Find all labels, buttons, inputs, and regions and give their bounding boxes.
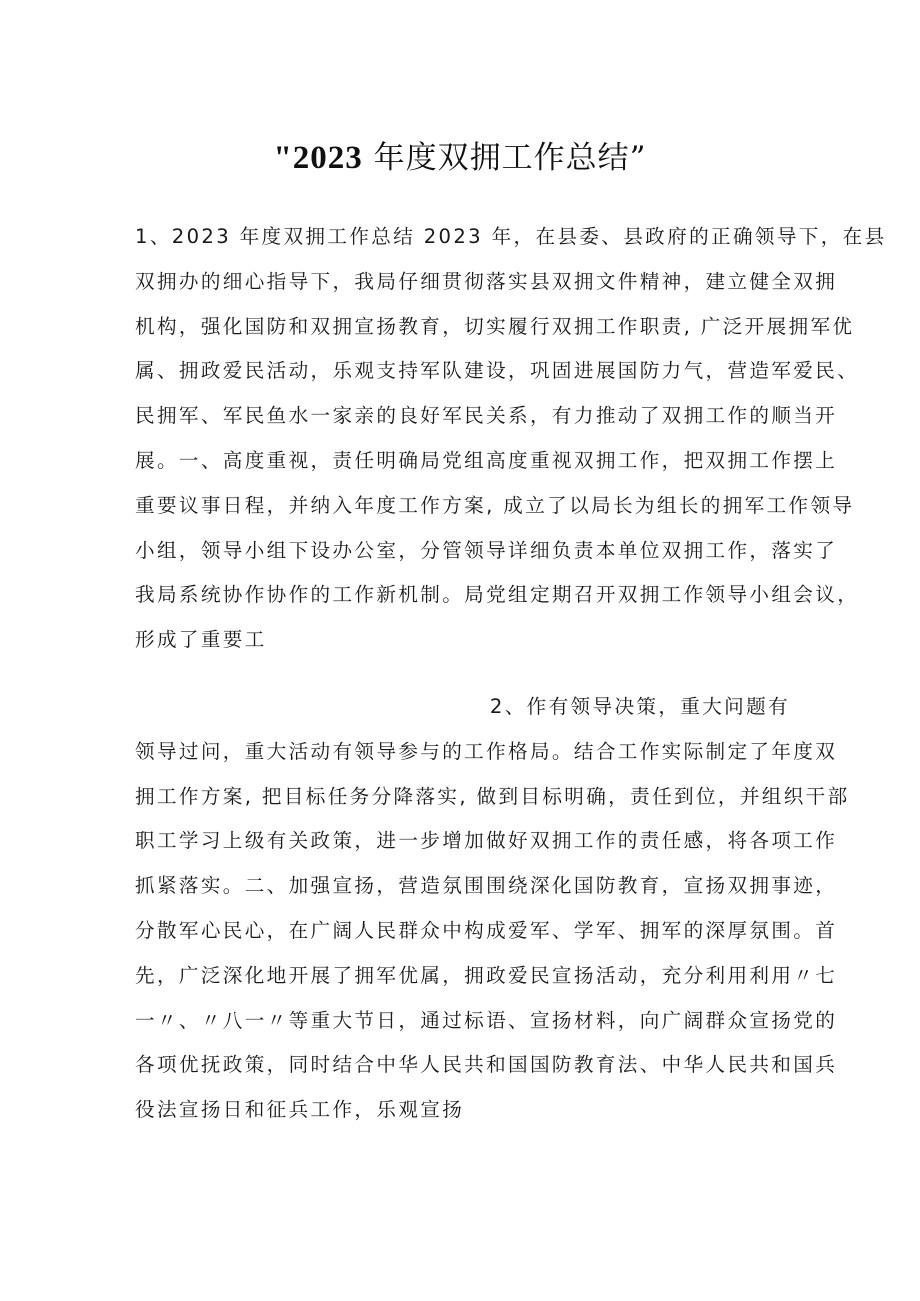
text-line: 抓紧落实。二、加强宣扬，营造氛围围绕深化国防教育，宣扬双拥事迹，: [135, 874, 838, 898]
text-line: 拥工作方案, 把目标任务分降落实, 做到目标明确，责任到位，并组织干部: [135, 784, 850, 808]
text-line: 民拥军、军民鱼水一家亲的良好军民关系，有力推动了双拥工作的顺当开: [135, 404, 838, 428]
text-line: 役法宣扬日和征兵工作，乐观宣扬: [135, 1098, 465, 1122]
text-line: 一〃、〃八一〃等重大节日，通过标语、宣扬材料，向广阔群众宣扬党的: [135, 1008, 838, 1032]
document-body: [135, 218, 887, 1136]
text-line: 机构，强化国防和双拥宣扬教育，切实履行双拥工作职责, 广泛开展拥军优: [135, 314, 855, 338]
text-line: 领导过问，重大活动有领导参与的工作格局。结合工作实际制定了年度双: [135, 739, 838, 763]
paragraph-2: [135, 688, 850, 1136]
paragraph-gap: [135, 666, 790, 688]
text-line: 重要议事日程，并纳入年度工作方案, 成立了以局长为组长的拥军工作领导: [135, 493, 855, 517]
text-line: 属、拥政爱民活动，乐观支持军队建设，巩固进展国防力气，营造军爱民、: [135, 359, 860, 383]
paragraph-1: [135, 218, 887, 666]
text-line: 分散军心民心，在广阔人民群众中构成爱军、学军、拥军的深厚氛围。首: [135, 918, 838, 942]
title-text: 年度双拥工作总结”: [362, 140, 647, 176]
text-line: 各项优抚政策，同时结合中华人民共和国国防教育法、中华人民共和国兵: [135, 1053, 838, 1077]
text-line: 我局系统协作协作的工作新机制。局党组定期召开双拥工作领导小组会议，: [135, 583, 860, 607]
document-title: [0, 136, 920, 180]
text-line: 展。一、高度重视，责任明确局党组高度重视双拥工作，把双拥工作摆上: [135, 448, 838, 472]
title-year: "2023: [273, 140, 363, 176]
text-line: 小组，领导小组下设办公室，分管领导详细负责本单位双拥工作，落实了: [135, 538, 838, 562]
text-line: 先，广泛深化地开展了拥军优属，拥政爱民宣扬活动，充分利用利用〃七: [135, 963, 838, 987]
text-line: 职工学习上级有关政策，进一步增加做好双拥工作的责任感，将各项工作: [135, 829, 838, 853]
text-line: 形成了重要工: [135, 628, 267, 652]
text-line-right-aligned: 2、作有领导决策，重大问题有: [489, 694, 790, 718]
text-line: 双拥办的细心指导下，我局仔细贯彻落实县双拥文件精神，建立健全双拥: [135, 269, 838, 293]
text-line: 1、2023 年度双拥工作总结 2023 年，在县委、县政府的正确领导下，在县: [135, 225, 887, 248]
